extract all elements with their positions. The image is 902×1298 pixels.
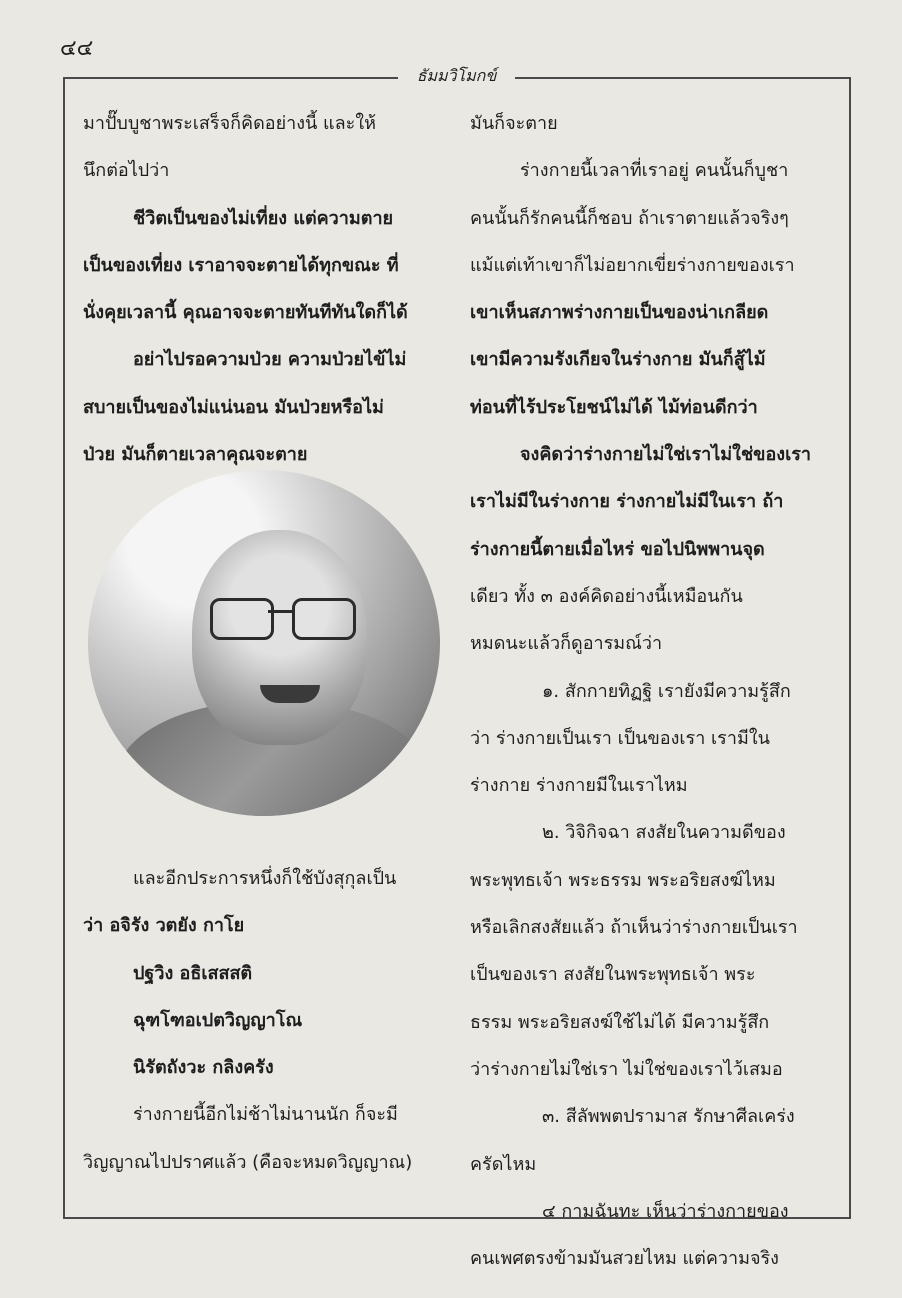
text-line: เป็นของเรา สงสัยในพระพุทธเจ้า พระ (470, 964, 756, 986)
glasses (210, 598, 350, 638)
text-line: ๔ กามฉันทะ เห็นว่าร่างกายของ (542, 1200, 789, 1222)
text-line-bold: ชีวิตเป็นของไม่เที่ยง แต่ความตาย (133, 207, 394, 229)
text-line-bold: ท่อนที่ไร้ประโยชน์ไม่ได้ ไม้ท่อนดีกว่า (470, 396, 758, 418)
text-line-bold: ปฐวิง อธิเสสสติ (133, 962, 253, 984)
text-line: พระพุทธเจ้า พระธรรม พระอริยสงฆ์ไหม (470, 869, 776, 891)
text-line: เดียว ทั้ง ๓ องค์คิดอย่างนี้เหมือนกัน (470, 585, 743, 607)
text-line: ๑. สักกายทิฏฐิ เรายังมีความรู้สึก (542, 680, 791, 702)
text-line-bold: เราไม่มีในร่างกาย ร่างกายไม่มีในเรา ถ้า (470, 491, 784, 513)
text-line: ธรรม พระอริยสงฆ์ใช้ไม่ได้ มีความรู้สึก (470, 1011, 770, 1033)
text-line: ๒. วิจิกิจฉา สงสัยในความดีของ (542, 822, 786, 844)
header-title: ธัมมวิโมกข์ (416, 66, 497, 85)
text-line-bold: จงคิดว่าร่างกายไม่ใช่เราไม่ใช่ของเรา (520, 444, 812, 466)
text-line-bold: ร่างกายนี้ตายเมื่อไหร่ ขอไปนิพพานจุด (470, 538, 765, 560)
text-line-bold: นิรัตถังวะ กลิงครัง (133, 1057, 274, 1079)
text-line: มาปั๊บบูชาพระเสร็จก็คิดอย่างนี้ และให้ (83, 113, 376, 134)
text-line: ๓. สีลัพพตปรามาส รักษาศีลเคร่ง (542, 1106, 795, 1128)
text-line: ร่างกาย ร่างกายมีในเราไหม (470, 775, 688, 797)
frame-top-left (63, 77, 398, 79)
text-line: แม้แต่เท้าเขาก็ไม่อยากเขี่ยร่างกายของเรา (470, 254, 795, 276)
monk-portrait-photo (88, 470, 440, 816)
left-column-bottom (83, 855, 443, 1186)
text-line: ร่างกายนี้อีกไม่ช้าไม่นานนัก ก็จะมี (133, 1104, 398, 1126)
page-number: ๔๔ (60, 36, 94, 61)
text-line: หมดนะแล้วก็ดูอารมณ์ว่า (470, 633, 663, 655)
text-line: ว่า ร่างกายเป็นเรา เป็นของเรา เรามีใน (470, 727, 770, 749)
text-line: ว่าร่างกายไม่ใช่เรา ไม่ใช่ของเราไว้เสมอ (470, 1058, 783, 1080)
smile (260, 685, 320, 703)
text-line-bold: อย่าไปรอความป่วย ความป่วยไข้ไม่ (133, 349, 407, 371)
frame-top-right (515, 77, 851, 79)
left-column (83, 100, 443, 478)
text-line: หรือเลิกสงสัยแล้ว ถ้าเห็นว่าร่างกายเป็นเรา (470, 917, 798, 939)
text-line-bold: เป็นของเที่ยง เราอาจจะตายได้ทุกขณะ ที่ (83, 254, 399, 276)
text-line-bold: เขามีความรังเกียจในร่างกาย มันก็สู้ไม้ (470, 349, 766, 371)
text-line: ครัดไหม (470, 1153, 537, 1175)
text-line-bold: นั่งคุยเวลานี้ คุณอาจจะตายทันทีทันใดก็ได้ (83, 302, 408, 324)
text-line: คนนั้นก็รักคนนี้ก็ชอบ ถ้าเราตายแล้วจริงๆ (470, 207, 789, 229)
text-line: มันก็จะตาย (470, 113, 558, 134)
text-line: วิญญาณไปปราศแล้ว (คือจะหมดวิญญาณ) (83, 1151, 413, 1173)
text-line: นึกต่อไปว่า (83, 160, 170, 182)
text-line-bold: ฉุฑโฑอเปตวิญญาโณ (133, 1009, 303, 1031)
text-line-bold: เขาเห็นสภาพร่างกายเป็นของน่าเกลียด (470, 302, 769, 324)
text-line: และอีกประการหนึ่งก็ใช้บังสุกุลเป็น (133, 868, 397, 889)
portrait-image (88, 470, 440, 816)
text-line-bold: ว่า อจิรัง วตยัง กาโย (83, 915, 245, 937)
text-line-bold: สบายเป็นของไม่แน่นอน มันป่วยหรือไม่ (83, 396, 384, 418)
text-line-bold: ป่วย มันก็ตายเวลาคุณจะตาย (83, 444, 308, 466)
right-column (470, 100, 830, 1282)
text-line: คนเพศตรงข้ามมันสวยไหม แต่ความจริง (470, 1248, 779, 1270)
text-line: ร่างกายนี้เวลาที่เราอยู่ คนนั้นก็บูชา (520, 160, 789, 182)
